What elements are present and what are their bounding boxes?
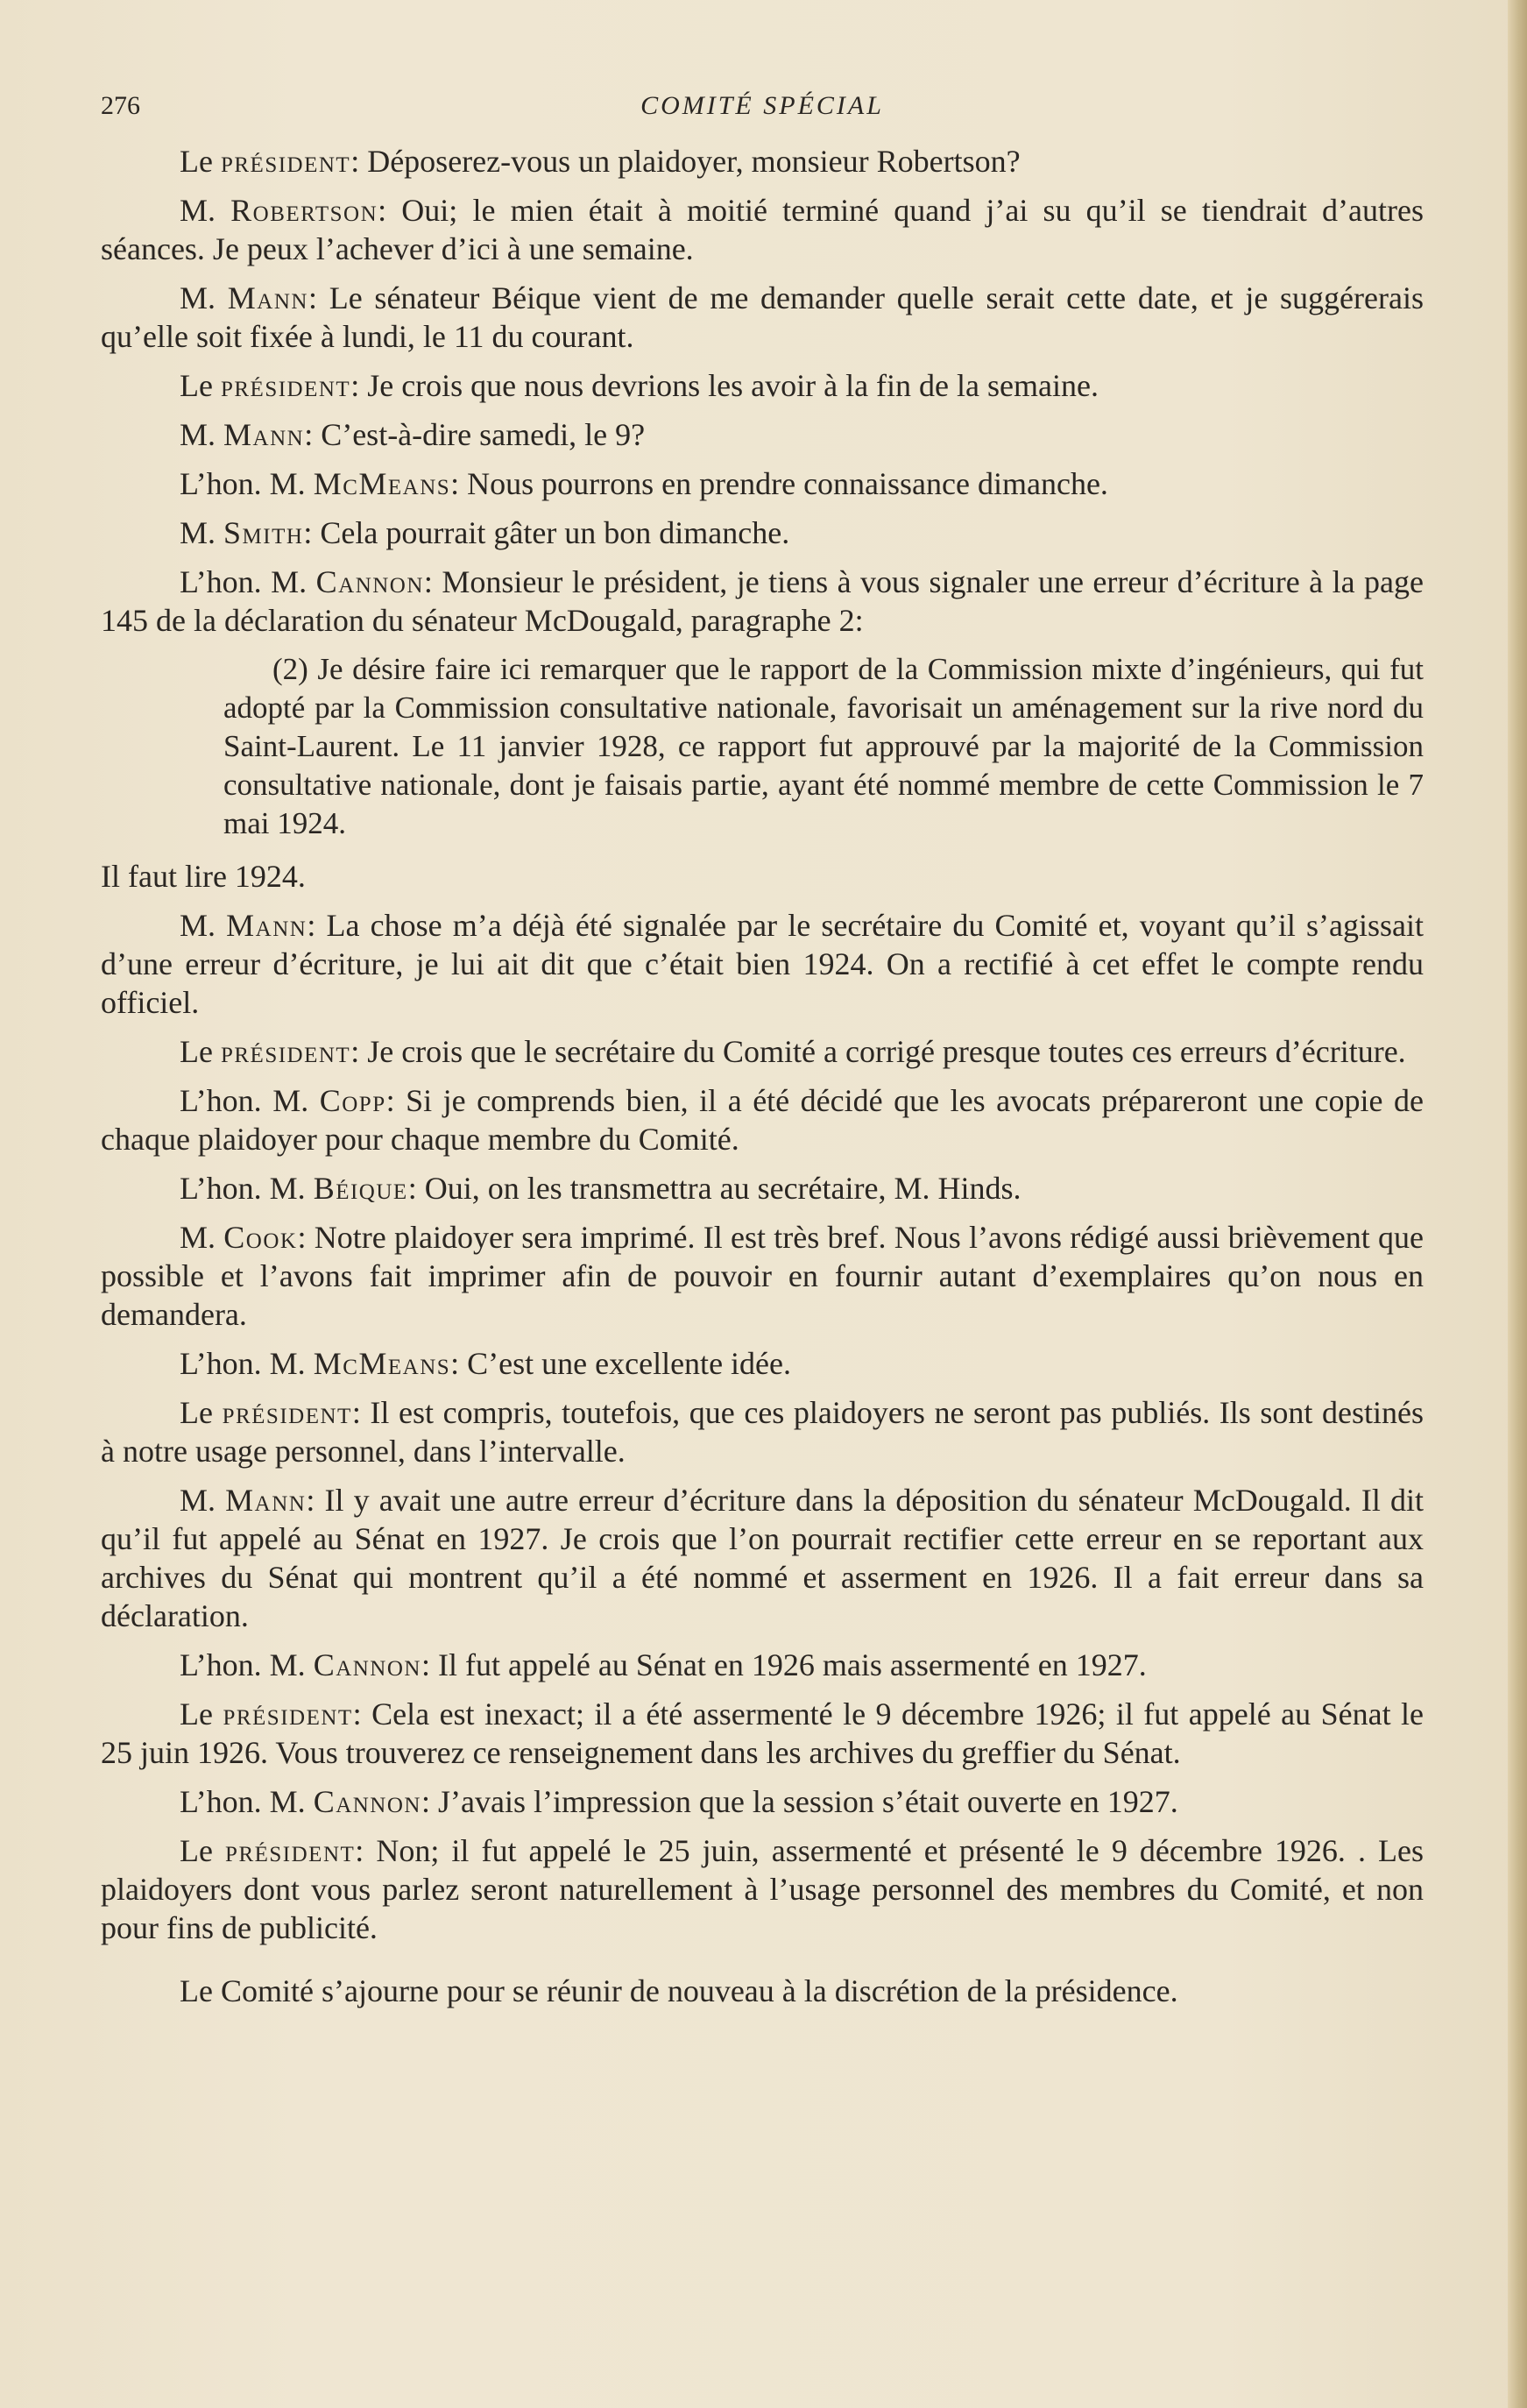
paragraph: L’hon. M. Cannon: Il fut appelé au Sénat en 1926 mais assermenté en 1927. <box>180 1647 1147 1682</box>
paragraph: L’hon. M. Béique: Oui, on les transmettra au secrétaire, M. Hinds. <box>180 1171 1022 1206</box>
paragraph: M. Mann: C’est-à-dire samedi, le 9? <box>180 417 646 452</box>
speaker-name: Mann <box>227 280 308 315</box>
page-number: 276 <box>101 91 140 120</box>
paragraph: Le président: Il est compris, toutefois, que ces plaidoyers ne seront pas publiés. Ils sont destinés à notre usage personnel, dans l’intervalle. <box>101 1395 1424 1469</box>
paragraph: M. Cook: Notre plaidoyer sera imprimé. Il est très bref. Nous l’avons rédigé aussi brièvement que possible et l’avons fait imprimer afin de pouvoir en fournir autant d’exemplaires qu’on nous en demandera. <box>101 1220 1424 1332</box>
paragraph: Le président: Je crois que le secrétaire du Comité a corrigé presque toutes ces erreurs d’écriture. <box>180 1034 1406 1069</box>
paragraph: L’hon. M. Copp: Si je comprends bien, il a été décidé que les avocats prépareront une copie de chaque plaidoyer pour chaque membre du Comité. <box>101 1083 1424 1157</box>
speaker-name: Copp <box>319 1083 386 1118</box>
paragraph: L’hon. M. McMeans: C’est une excellente idée. <box>180 1346 791 1381</box>
speaker-name: Cannon <box>313 1647 421 1682</box>
paragraph: Le président: Déposerez-vous un plaidoyer, monsieur Robertson? <box>180 144 1021 179</box>
speaker-name: président <box>220 144 351 179</box>
page-edge-shadow <box>1508 0 1527 2408</box>
speaker-name: Mann <box>226 908 308 943</box>
paragraph: Le président: Cela est inexact; il a été assermenté le 9 décembre 1926; il fut appelé au Sénat le 25 juin 1926. Vous trouverez ce renseignement dans les archives du greffier du Sénat. <box>101 1696 1424 1770</box>
speaker-name: Smith <box>223 515 304 550</box>
speaker-name: Cannon <box>313 1784 421 1819</box>
speaker-name: président <box>220 1034 351 1069</box>
paragraph: M. Robertson: Oui; le mien était à moitié terminé quand j’ai su qu’il se tiendrait d’autres séances. Je peux l’achever d’ici à une semaine. <box>101 193 1424 266</box>
paragraph: L’hon. M. Cannon: Monsieur le président, je tiens à vous signaler une erreur d’écriture à la page 145 de la déclaration du sénateur McDougald, paragraphe 2: <box>101 564 1424 638</box>
speaker-name: Béique <box>313 1171 408 1206</box>
paragraph: Le président: Je crois que nous devrions les avoir à la fin de la semaine. <box>180 368 1099 403</box>
speaker-name: Robertson <box>230 193 378 228</box>
speaker-name: président <box>222 1395 352 1430</box>
running-title: COMITÉ SPÉCIAL <box>640 91 884 120</box>
paragraph: M. Smith: Cela pourrait gâter un bon dimanche. <box>180 515 790 550</box>
speaker-name: McMeans <box>313 466 451 501</box>
paragraph: Il faut lire 1924. <box>101 859 306 894</box>
speaker-name: Mann <box>223 417 305 452</box>
page-header <box>101 88 1424 133</box>
speaker-name: président <box>223 1696 353 1732</box>
paragraph: M. Mann: La chose m’a déjà été signalée par le secrétaire du Comité et, voyant qu’il s’agissait d’une erreur d’écriture, je lui ait dit que c’était bien 1924. On a rectifié à cet effet le compte rendu officiel. <box>101 908 1424 1020</box>
body-text <box>101 142 1424 2010</box>
paragraph: L’hon. M. Cannon: J’avais l’impression que la session s’était ouverte en 1927. <box>180 1784 1178 1819</box>
paragraph: M. Mann: Il y avait une autre erreur d’écriture dans la déposition du sénateur McDougald. Il dit qu’il fut appelé au Sénat en 1927. Je crois que l’on pourrait rectifier cette erreur en se reportant aux archives du Sénat qui montrent qu’il a été nommé et asserment en 1926. Il a fait erreur dans sa déclaration. <box>101 1483 1424 1633</box>
paragraph: L’hon. M. McMeans: Nous pourrons en prendre connaissance dimanche. <box>180 466 1108 501</box>
speaker-name: Cook <box>223 1220 298 1255</box>
speaker-name: McMeans <box>313 1346 451 1381</box>
speaker-name: président <box>220 368 351 403</box>
speaker-name: président <box>225 1833 356 1868</box>
paragraph: Le président: Non; il fut appelé le 25 juin, assermenté et présenté le 9 décembre 1926. . Les plaidoyers dont vous parlez seront naturellement à l’usage personnel des membres du Comité, et non pour fins de publicité. <box>101 1833 1424 1945</box>
paragraph: M. Mann: Le sénateur Béique vient de me demander quelle serait cette date, et je suggérerais qu’elle soit fixée à lundi, le 11 du courant. <box>101 280 1424 354</box>
block-quote: (2) Je désire faire ici remarquer que le rapport de la Commission mixte d’ingénieurs, qui fut adopté par la Commission consultative nationale, favorisait un aménagement sur la rive nord du Saint-Laurent. Le 11 janvier 1928, ce rapport fut approuvé par la majorité de la Commission consultative nationale, dont je faisais partie, ayant été nommé membre de cette Commission le 7 mai 1924. <box>223 652 1424 840</box>
closing-paragraph: Le Comité s’ajourne pour se réunir de nouveau à la discrétion de la présidence. <box>180 1973 1178 2008</box>
page-content <box>101 88 1424 2021</box>
speaker-name: Cannon <box>315 564 424 599</box>
speaker-name: Mann <box>225 1483 307 1518</box>
